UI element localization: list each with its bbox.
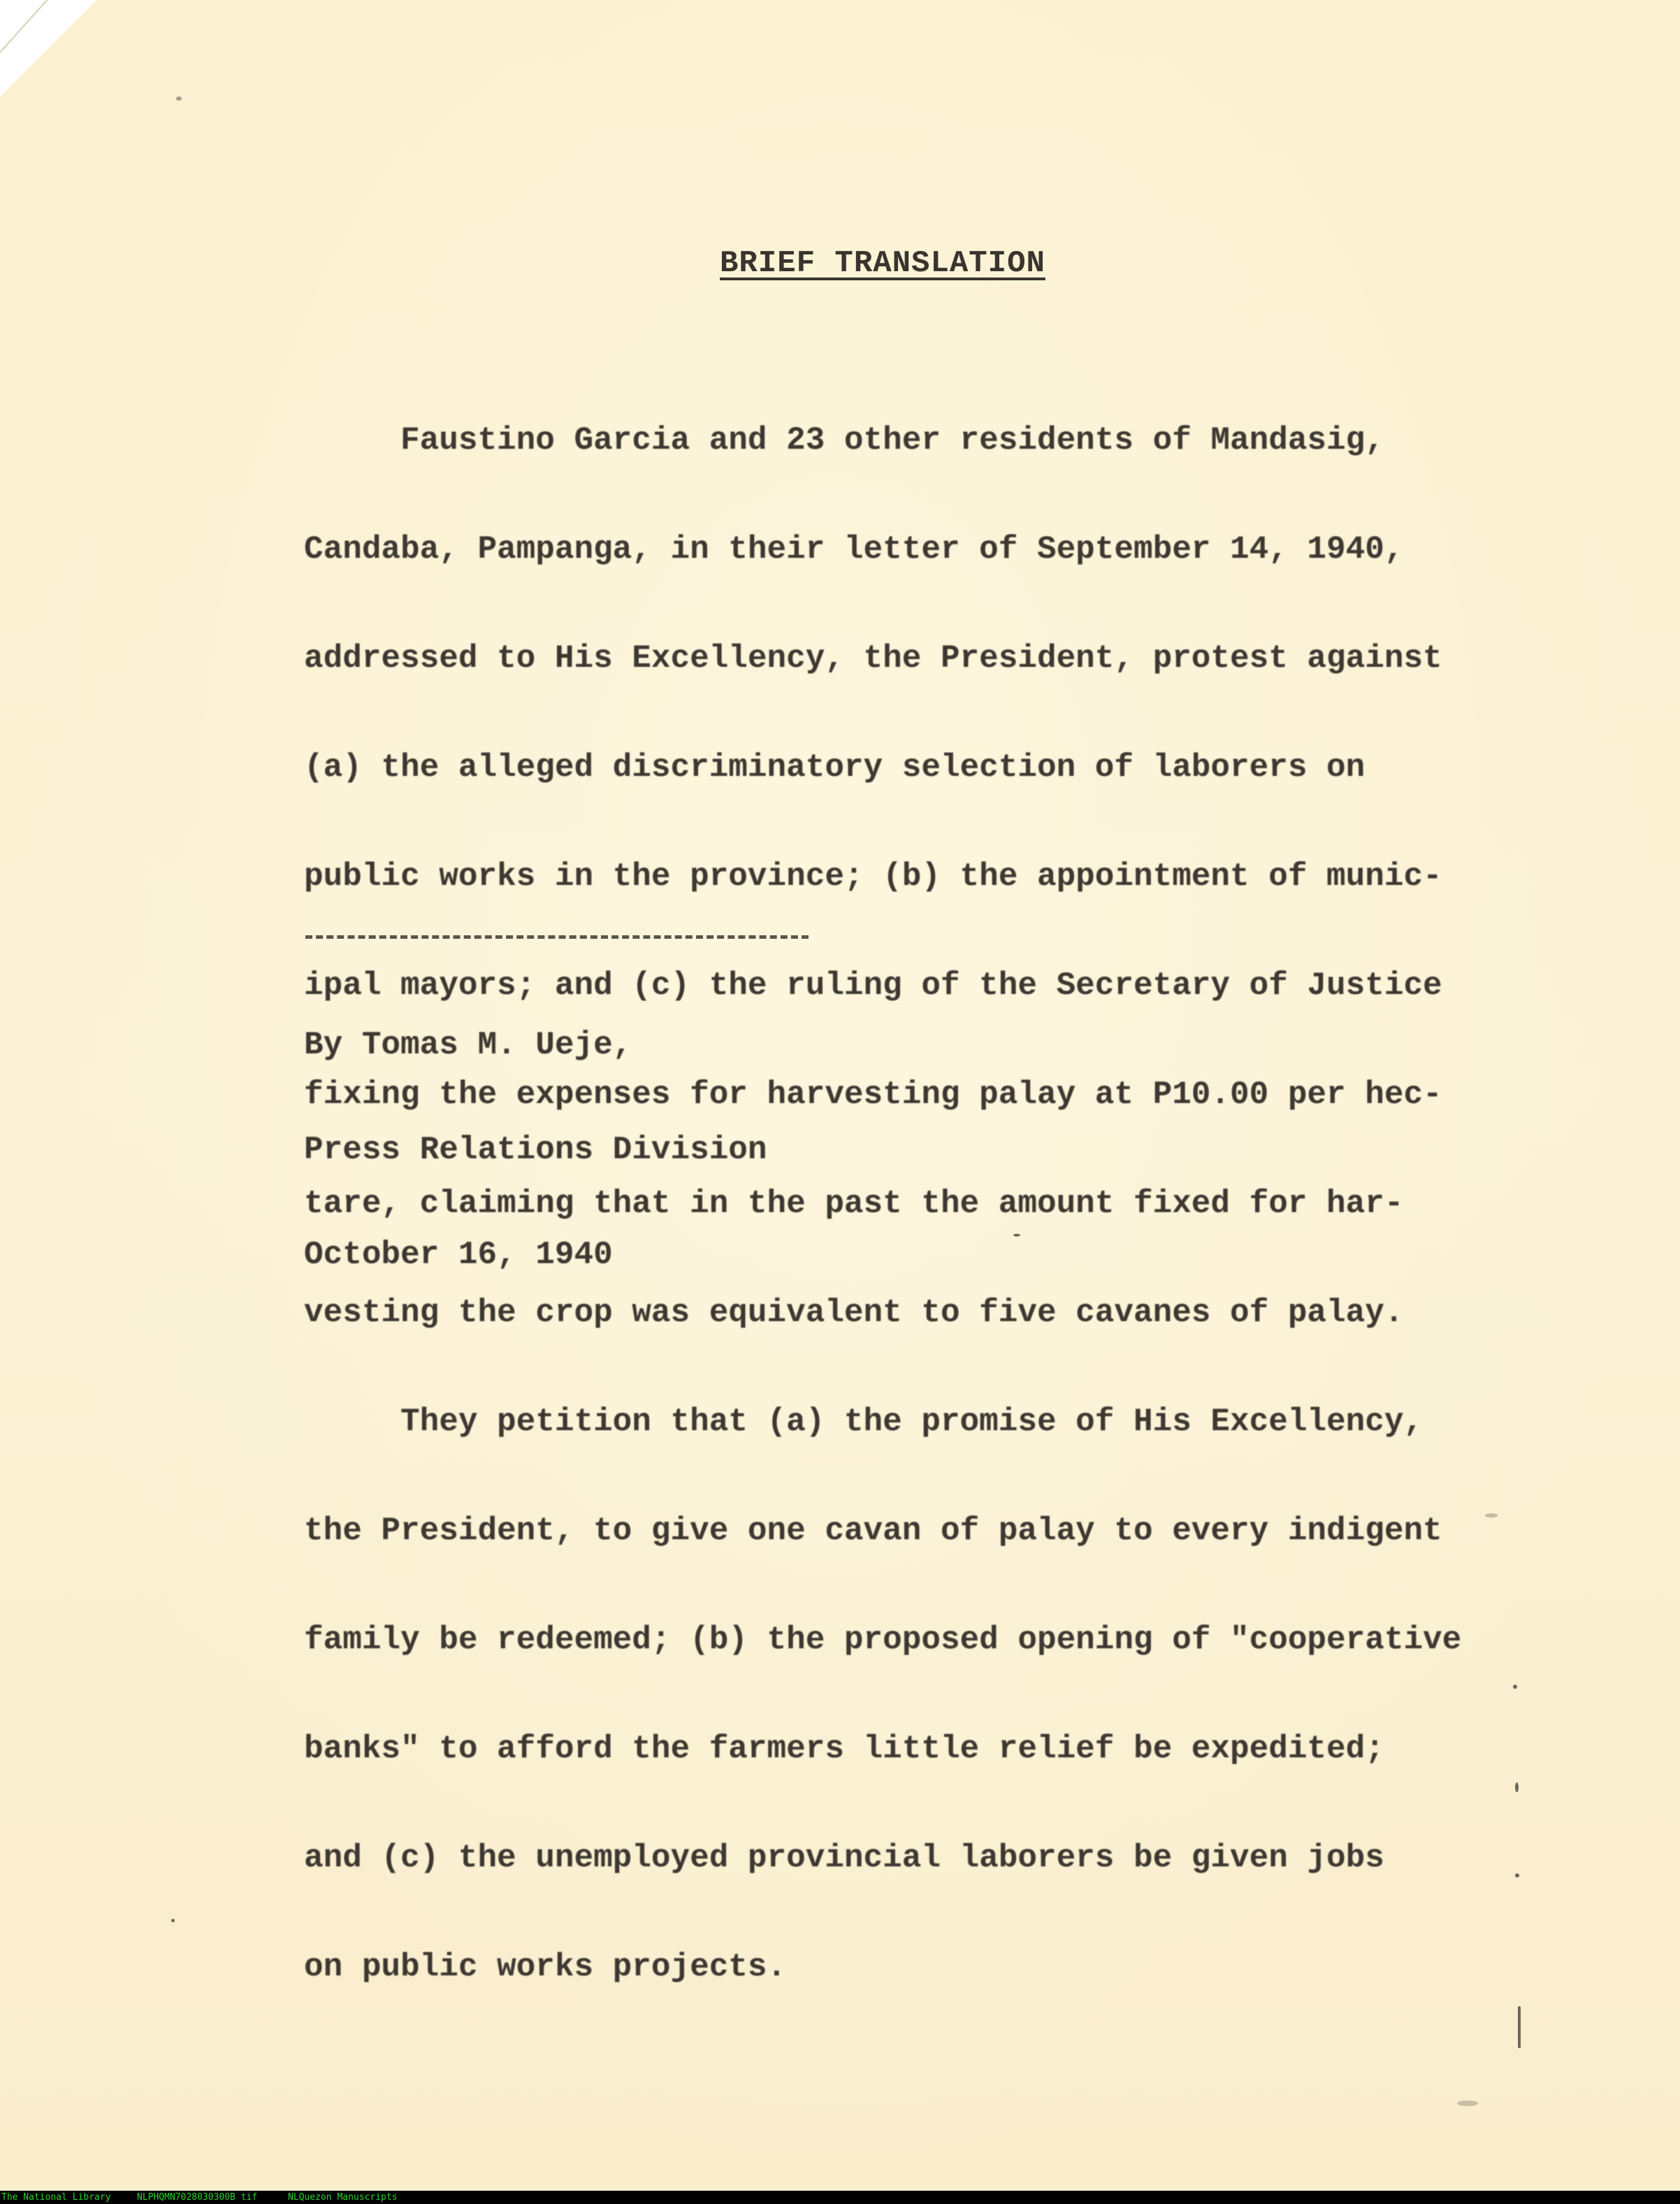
paper-speck [1518,2006,1521,2048]
footer-collection: NLQuezon Manuscripts [288,2192,398,2203]
body-line: Faustino Garcia and 23 other residents of Mandasig, [304,422,1384,459]
paper-speck [176,96,182,101]
body-line: fixing the expenses for harvesting palay at P10.00 per hec- [304,1076,1442,1113]
body-line: and (c) the unemployed provincial laborers be given jobs [304,1840,1384,1876]
body-line: banks" to afford the farmers little relief be expedited; [304,1731,1384,1767]
signature-block [304,958,767,1342]
document-title: BRIEF TRANSLATION [720,246,1045,281]
signature-name: By Tomas M. Ueje, [304,1027,632,1063]
body-line: addressed to His Excellency, the President, protest against [304,640,1442,677]
scan-footer [0,2191,1680,2204]
body-line: ipal mayors; and (c) the ruling of the Secretary of Justice [304,967,1442,1004]
body-line: the President, to give one cavan of palay to every indigent [304,1513,1442,1549]
paper-speck [1013,1234,1020,1237]
folded-corner [0,0,126,126]
signature-division: Press Relations Division [304,1132,767,1168]
body-line: (a) the alleged discriminatory selection of laborers on [304,749,1366,786]
body-line: They petition that (a) the promise of His Excellency, [304,1404,1424,1440]
paper-speck [1457,2101,1478,2106]
paper-speck [1485,1513,1498,1518]
body-line: Candaba, Pampanga, in their letter of September 14, 1940, [304,531,1404,568]
body-line: tare, claiming that in the past the amount fixed for har- [304,1186,1404,1222]
footer-library: The National Library [1,2192,111,2203]
footer-filename: NLPHQMN7028030300B tif [137,2192,258,2203]
body-line: family be redeemed; (b) the proposed opening of "cooperative [304,1622,1462,1658]
paper-speck [1513,1685,1517,1689]
body-line: vesting the crop was equivalent to five cavanes of palay. [304,1295,1404,1331]
body-line: on public works projects. [304,1949,787,1985]
paper-speck [1515,1873,1519,1878]
paper-speck [1515,1782,1519,1792]
paper-speck [171,1919,175,1922]
body-line: public works in the province; (b) the appointment of munic- [304,858,1442,895]
signature-rule [305,935,809,939]
signature-date: October 16, 1940 [304,1237,613,1273]
